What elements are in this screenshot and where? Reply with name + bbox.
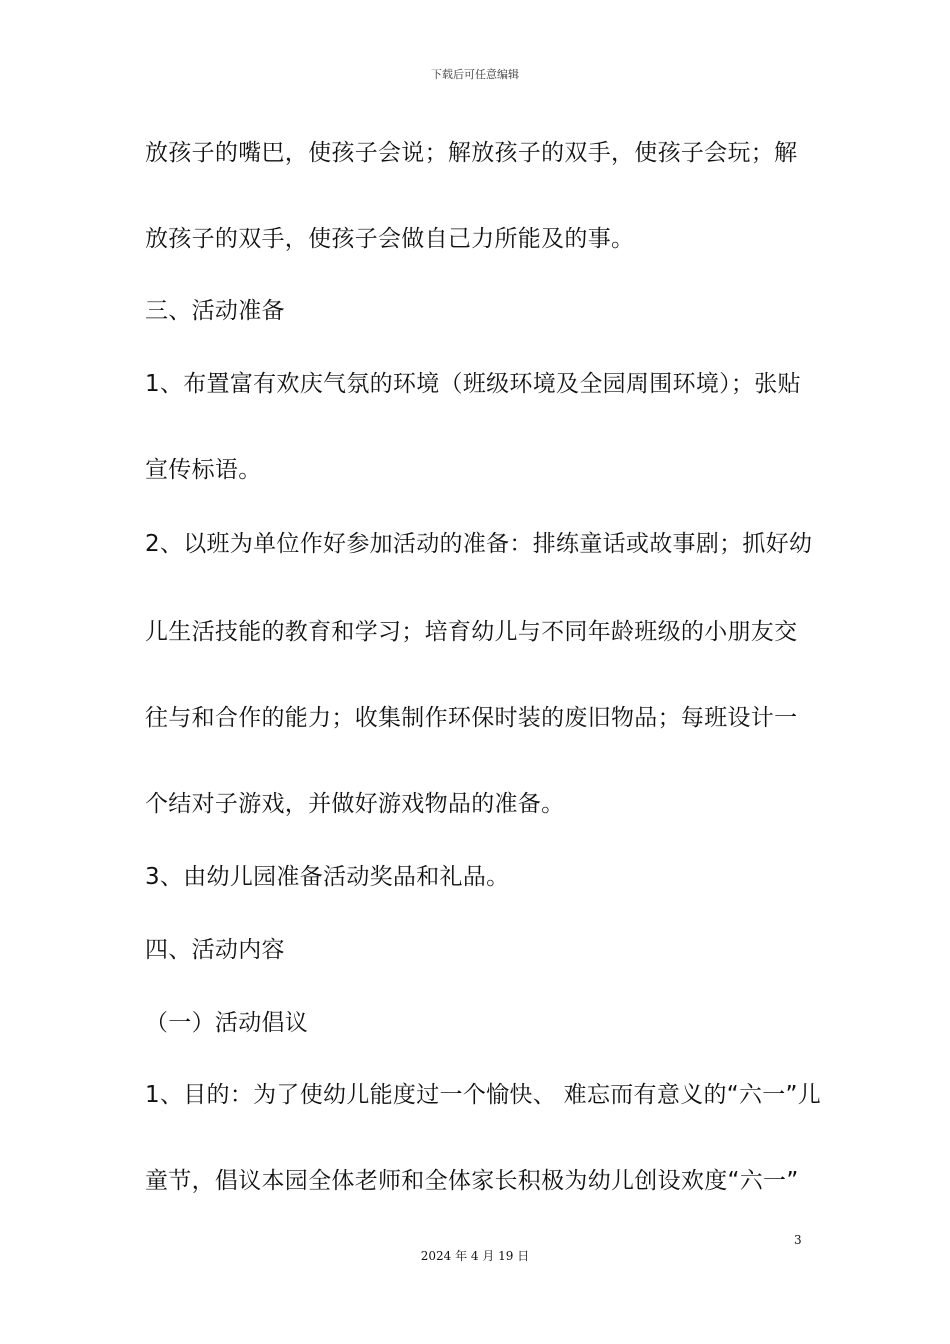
subsection-heading: （一）活动倡议 xyxy=(145,1010,309,1036)
page-number: 3 xyxy=(794,1233,802,1247)
body-line: 往与和合作的能力；收集制作环保时装的废旧物品；每班设计一 xyxy=(145,705,798,731)
section-heading: 三、活动准备 xyxy=(145,298,285,324)
body-line: 1、目的：为了使幼儿能度过一个愉快、 难忘而有意义的“六一”儿 xyxy=(145,1082,822,1108)
body-line: 童节，倡议本园全体老师和全体家长积极为幼儿创设欢度“六一” xyxy=(145,1168,799,1194)
page-header: 下载后可任意编辑 xyxy=(431,68,519,81)
body-line: 1、布置富有欢庆气氛的环境（班级环境及全园周围环境）；张贴 xyxy=(145,371,801,397)
section-heading: 四、活动内容 xyxy=(145,937,285,963)
footer-date: 2024 年 4 月 19 日 xyxy=(420,1249,530,1263)
body-line: 2、以班为单位作好参加活动的准备：排练童话或故事剧；抓好幼 xyxy=(145,531,813,557)
body-line: 3、由幼儿园准备活动奖品和礼品。 xyxy=(145,864,510,890)
body-line: 宣传标语。 xyxy=(145,457,262,483)
body-line: 放孩子的双手，使孩子会做自己力所能及的事。 xyxy=(145,226,635,252)
body-line: 儿生活技能的教育和学习；培育幼儿与不同年龄班级的小朋友交 xyxy=(145,619,798,645)
body-line: 个结对子游戏，并做好游戏物品的准备。 xyxy=(145,791,565,817)
body-line: 放孩子的嘴巴，使孩子会说；解放孩子的双手，使孩子会玩；解 xyxy=(145,140,798,166)
